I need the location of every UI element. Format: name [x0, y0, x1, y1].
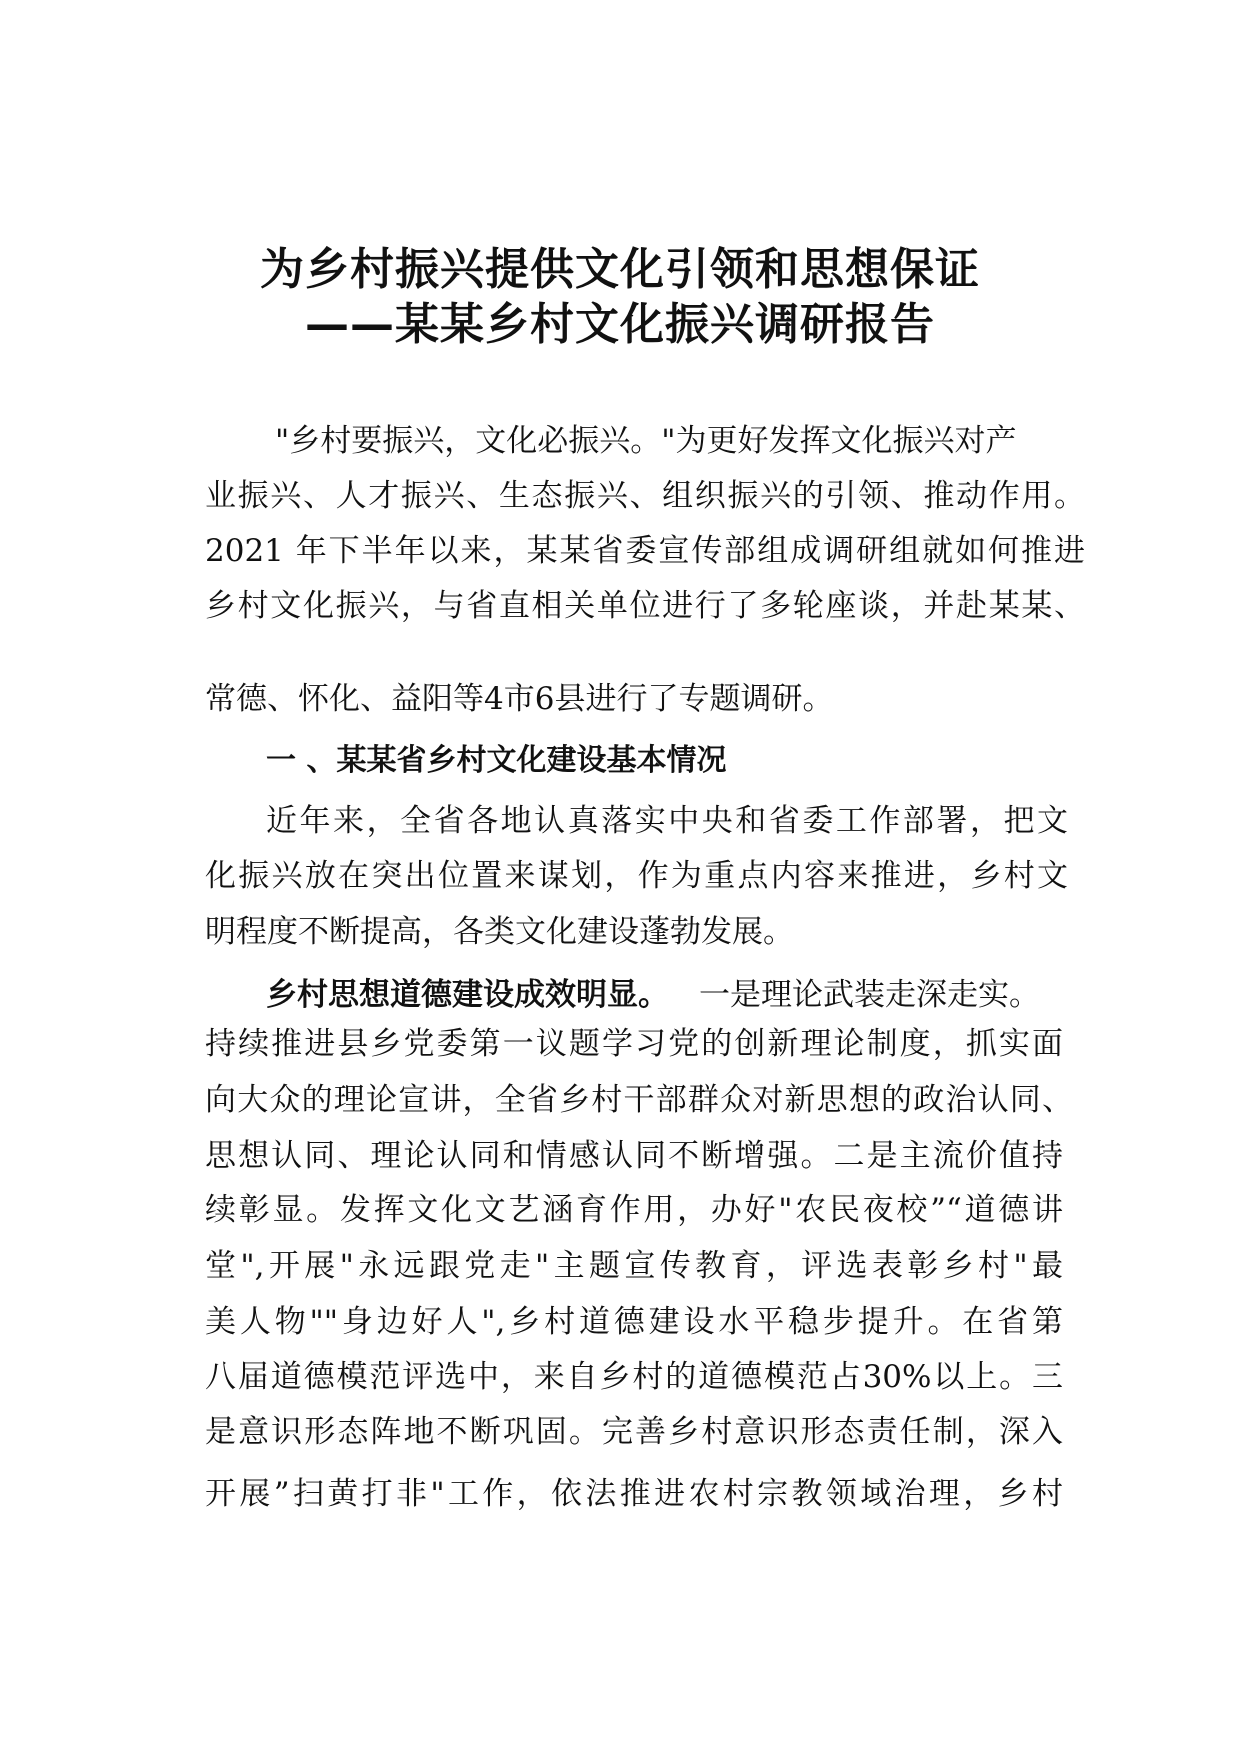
- section-line: 化振兴放在突出位置来谋划，作为重点内容来推进，乡村文: [205, 858, 1068, 894]
- section-line: 近年来，全省各地认真落实中央和省委工作部署，把文: [266, 803, 1068, 839]
- paragraph-line: 开展”扫黄打非"工作，依法推进农村宗教领域治理，乡村: [205, 1476, 1063, 1512]
- section-heading: 一 、某某省乡村文化建设基本情况: [266, 743, 727, 778]
- section-line: 明程度不断提高，各类文化建设蓬勃发展。: [205, 914, 794, 950]
- paragraph-bold-lead: 乡村思想道德建设成效明显。: [266, 977, 669, 1013]
- intro-line: 2021 年下半年以来，某某省委宣传部组成调研组就如何推进: [205, 533, 1085, 569]
- intro-line: 乡村文化振兴，与省直相关单位进行了多轮座谈，并赴某某、: [205, 588, 1085, 624]
- paragraph-first-line: [266, 975, 1086, 1015]
- paragraph-line: 八届道德模范评选中，来自乡村的道德模范占30%以上。三: [205, 1359, 1063, 1395]
- paragraph-line: 堂",开展"永远跟党走"主题宣传教育，评选表彰乡村"最: [205, 1248, 1063, 1284]
- paragraph-lead-rest: 一是理论武装走深走实。: [699, 977, 1040, 1013]
- paragraph-line: 续彰显。发挥文化文艺涵育作用，办好"农民夜校”“道德讲: [205, 1192, 1063, 1228]
- paragraph-line: 持续推进县乡党委第一议题学习党的创新理论制度，抓实面: [205, 1026, 1063, 1062]
- intro-line: "乡村要振兴，文化必振兴。"为更好发挥文化振兴对产: [275, 423, 1017, 459]
- paragraph-line: 向大众的理论宣讲，全省乡村干部群众对新思想的政治认同、: [205, 1082, 1073, 1118]
- paragraph-line: 美人物""身边好人",乡村道德建设水平稳步提升。在省第: [205, 1304, 1063, 1340]
- intro-line: 常德、怀化、益阳等4市6县进行了专题调研。: [205, 681, 834, 717]
- document-subtitle: ——某某乡村文化振兴调研报告: [305, 299, 935, 350]
- document-title: 为乡村振兴提供文化引领和思想保证: [260, 244, 980, 295]
- intro-line: 业振兴、人才振兴、生态振兴、组织振兴的引领、推动作用。: [205, 478, 1085, 514]
- paragraph-line: 是意识形态阵地不断巩固。完善乡村意识形态责任制，深入: [205, 1414, 1063, 1450]
- paragraph-line: 思想认同、理论认同和情感认同不断增强。二是主流价值持: [205, 1138, 1063, 1174]
